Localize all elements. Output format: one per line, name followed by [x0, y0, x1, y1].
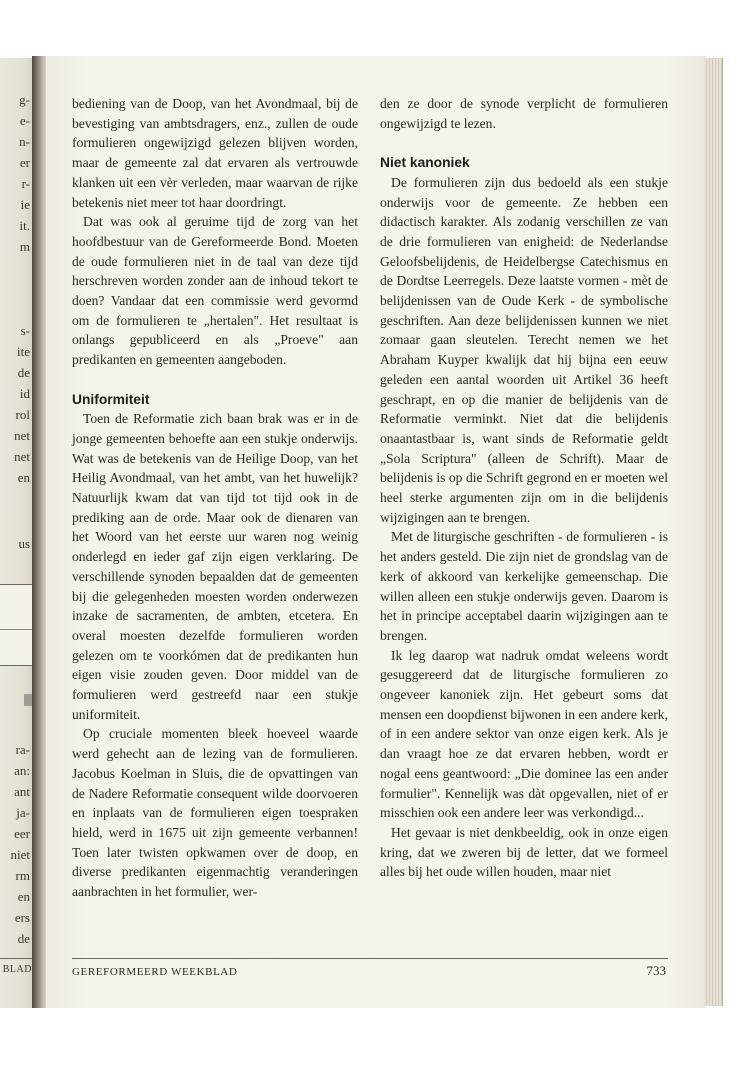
page-number: 733 [646, 963, 666, 978]
paragraph: Ik leg daarop wat nadruk omdat weleens wordt gesuggereerd dat de liturgische formulieren zo ongeveer kanoniek zijn. Het gebeurt soms dat mensen een doopdienst bijwonen in een andere kerk, of in een andere sektor van onze eigen kerk. Als je dan vraagt hoe ze dat ervaren hebben, wordt er nogal eens geantwoord: „Die dominee las een ander formulier". Kennelijk was dàt opgevallen, niet of er misschien ook een andere leer was verkondigd... [380, 647, 668, 821]
facing-footer-text: BLAD [2, 964, 32, 975]
paragraph: Toen de Reformatie zich baan brak was er in de jonge gemeenten behoefte aan een stukje onderwijs. Wat was de betekenis van de Heilige Doop, van het Heilig Avondmaal, van het ambt, van het huwelijk? Natuurlijk kwam dat van tijd tot tijd ook in de prediking aan de orde. Maar ook de dienaren van het Woord van het eerste uur waren nog weinig onderlegd en ieder gaf zijn eigen verklaring. De verschillende synoden bepaalden dat de gemeenten bij die gelegenheden moesten worden onderwezen inzake de sacramenten, de ambten, etcetera. En overal moesten dezelfde formulieren worden gelezen om te voorkómen dat de predikanten hun eigen visie zouden geven. Door middel van de formulieren werd gestreefd naar een stukje uniformiteit. [72, 411, 358, 722]
paragraph: Met de liturgische geschriften - de formulieren - is het anders gesteld. Die zijn niet de grondslag van de kerk of akkoord van kerkelijke gemeenschap. Die willen alleen een stukje onderwijs geven. Daarom is het in principe acceptabel daarin wijzigingen aan te brengen. [380, 529, 668, 643]
facing-text-fragment: s- [20, 323, 30, 338]
facing-text-fragment: ra- [15, 742, 30, 757]
section-heading: Uniformiteit [72, 391, 150, 407]
facing-boxed-frame [0, 584, 33, 666]
facing-text-fragment: ja- [16, 805, 30, 820]
facing-text-fragment: id [19, 386, 30, 401]
facing-text-fragment: an: [14, 763, 30, 778]
facing-text-fragment: us [18, 536, 30, 551]
facing-text-fragment: de [17, 931, 30, 946]
facing-text-fragment: eer [14, 826, 30, 841]
facing-text-fragment: er [19, 155, 30, 170]
text-column-right [380, 94, 668, 882]
facing-text-fragment: en [17, 470, 30, 485]
facing-footer-rule [0, 958, 34, 959]
publication-name: GEREFORMEERD WEEKBLAD [72, 966, 238, 978]
paragraph: bediening van de Doop, van het Avondmaal, bij de bevestiging van ambtsdragers, enz., zullen de oude formulieren ongewijzigd gelezen blijven worden, maar de gemeente zal dat ervaren als vertrouwde klanken uit een vèr verleden, maar waarvan de rijke betekenis niet meer tot haar doordringt. [72, 96, 358, 210]
paragraph: Dat was ook al geruime tijd de zorg van het hoofdbestuur van de Gereformeerde Bond. Moeten de oude formulieren niet in de taal van deze tijd herschreven worden zonder aan de inhoud tekort te doen? Vandaar dat een commissie werd gevormd om de formulieren te „hertalen". Het resultaat is onlangs gepubliceerd en als „Proeve" aan predikanten en gemeenten aangeboden. [72, 214, 358, 368]
facing-text-fragment: g- [19, 92, 30, 107]
facing-text-fragment: n- [19, 134, 30, 149]
facing-box-divider [0, 629, 32, 630]
facing-text-fragment: e- [19, 113, 30, 128]
facing-text-fragment: ie [20, 197, 30, 212]
facing-text-fragment: ite [17, 344, 30, 359]
facing-page [0, 58, 34, 1008]
footer-rule [72, 958, 668, 959]
facing-text-fragment: ant [14, 784, 30, 799]
facing-text-fragment: rm [15, 868, 30, 883]
paragraph: Op cruciale momenten bleek hoeveel waarde werd gehecht aan de lezing van de formulieren. Jacobus Koelman in Sluis, die de opvattingen van de Nadere Reformatie consequent wilde doorvoeren en inplaats van de formulieren eigen toespraken hield, werd in 1675 uit zijn gemeente verbannen! Toen later twisten opkwamen over de doop, en diverse predikanten eigenmachtig veranderingen aanbrachten in het formulier, wer- [72, 726, 358, 900]
facing-text-fragment: de [17, 365, 30, 380]
facing-text-fragment: r- [21, 176, 30, 191]
facing-text-fragment: net [14, 449, 30, 464]
facing-text-fragment: net [14, 428, 30, 443]
facing-text-fragment: ers [14, 910, 30, 925]
text-column-left [72, 94, 358, 902]
facing-text-fragment: rol [15, 407, 30, 422]
facing-text-fragment: m [19, 239, 30, 254]
page-edges [704, 58, 723, 1006]
paragraph: Het gevaar is niet denkbeeldig, ook in onze eigen kring, dat we zweren bij de letter, dat we formeel alles bij het oude willen houden, maar niet [380, 825, 668, 880]
facing-text-fragment: en [17, 889, 30, 904]
section-heading: Niet kanoniek [380, 155, 470, 171]
paragraph: den ze door de synode verplicht de formulieren ongewijzigd te lezen. [380, 96, 668, 131]
paragraph: De formulieren zijn dus bedoeld als een stukje onderwijs voor de gemeente. Ze hebben een didactisch karakter. Als zodanig verschillen ze van de drie formulieren van enigheid: de Nederlandse Geloofsbelijdenis, de Heidelbergse Catechismus en de Dordtse Leerregels. Deze laatste vormen - mèt de belijdenissen van de Oude Kerk - de symbolische geschriften. Aan deze belijdenissen kunnen we niet zomaar gaan sleutelen. Terecht nemen we het Abraham Kuyper kwalijk dat hij bijna een eeuw geleden een aantal woorden uit Artikel 36 heeft geschrapt, en op die manier de belijdenis van de Reformatie verminkt. Niet dat die belijdenis onaantastbaar is, want sinds de Reformatie geldt „Sola Scriptura" (alleen de Schrift). Maar de belijdenis is op die Schrift gegrond en er moeten wel heel sterke argumenten zijn om in die belijdenis wijzigingen aan te brengen. [380, 174, 668, 525]
facing-text-fragment: niet [10, 847, 30, 862]
facing-text-fragment: it. [19, 218, 30, 233]
